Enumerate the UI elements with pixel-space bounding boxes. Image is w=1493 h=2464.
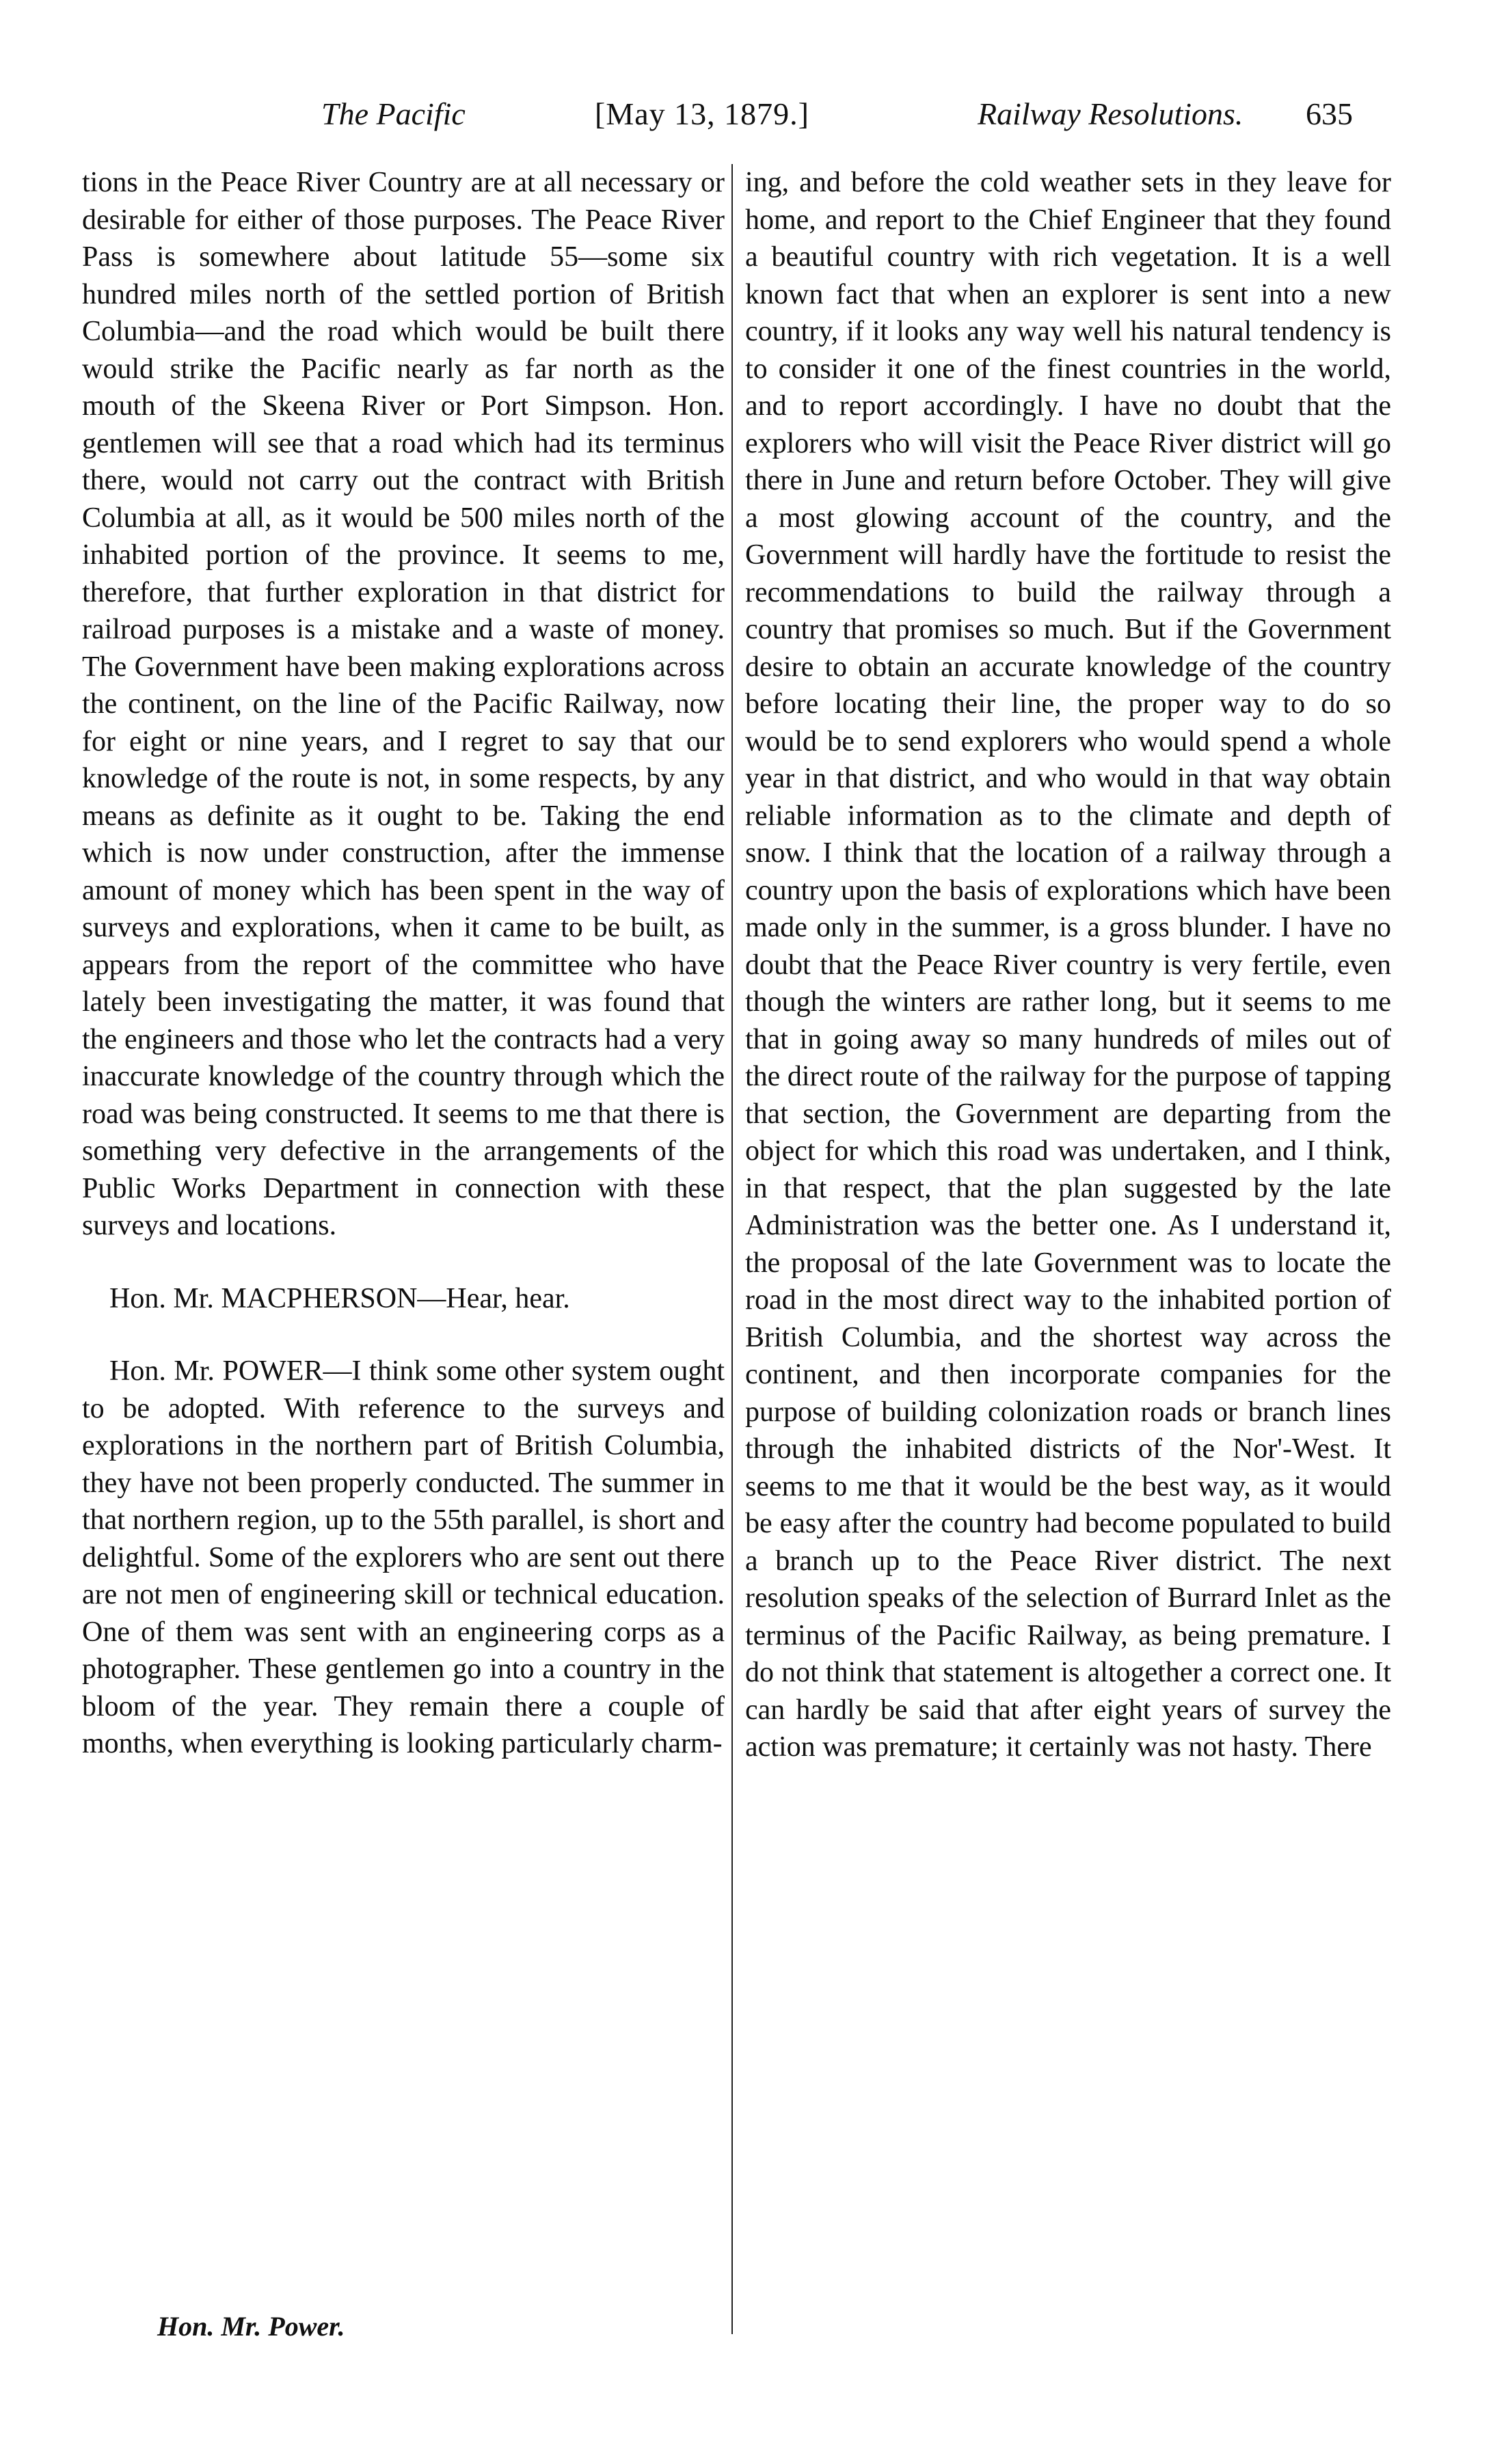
left-text-column	[82, 164, 725, 1763]
column-divider	[731, 164, 733, 2334]
left-paragraph-1: tions in the Peace River Country are at all necessary or desirable for either of those purposes. The Peace River Pass is somewhere about latitude 55—some six hundred miles north of the settled portion of British Columbia—and the road which would be built there would strike the Pacific nearly as far north as the mouth of the Skeena River or Port Simpson. Hon. gentlemen will see that a road which had its terminus there, would not carry out the contract with British Columbia at all, as it would be 500 miles north of the inhabited portion of the province. It seems to me, therefore, that further exploration in that district for railroad purposes is a mistake and a waste of money. The Government have been making explorations across the continent, on the line of the Pacific Railway, now for eight or nine years, and I regret to say that our knowledge of the route is not, in some respects, by any means as definite as it ought to be. Taking the end which is now under construction, after the immense amount of money which has been spent in the way of surveys and explorations, when it came to be built, as appears from the report of the committee who have lately been investigating the matter, it was found that the engineers and those who let the contracts had a very inaccurate knowledge of the country through which the road was being constructed. It seems to me that there is something very defective in the arrangements of the Public Works Department in connection with these surveys and locations.	[82, 167, 725, 1241]
right-paragraph-1: ing, and before the cold weather sets in they leave for home, and report to the Chief Engineer that they found a beautiful country with rich vegetation. It is a well known fact that when an explorer is sent into a new country, if it looks any way well his natural tendency is to consider it one of the finest countries in the world, and to report accordingly. I have no doubt that the explorers who will visit the Peace River district will go there in June and return before October. They will give a most glowing account of the country, and the Government will hardly have the fortitude to resist the recommendations to build the railway through a country that promises so much. But if the Government desire to obtain an accurate knowledge of the country before locating their line, the proper way to do so would be to send explorers who would spend a whole year in that district, and who would in that way obtain reliable information as to the climate and depth of snow. I think that the location of a railway through a country upon the basis of explorations which have been made only in the summer, is a gross blunder. I have no doubt that the Peace River country is very fertile, even though the winters are rather long, but it seems to me that in going away so many hundreds of miles out of the direct route of the railway for the purpose of tapping that section, the Government are departing from the object for which this road was undertaken, and I think, in that respect, that the plan suggested by the late Administration was the better one. As I understand it, the proposal of the late Government was to locate the road in the most direct way to the inhabited portion of British Columbia, and the shortest way across the continent, and then incorporate companies for the purpose of building colonization roads or branch lines through the inhabited districts of the Nor'-West. It seems to me that it would be the best way, as it would be easy after the country had become populated to build a branch up to the Peace River district. The next resolution speaks of the selection of Burrard Inlet as the terminus of the Pacific Railway, as being premature. I do not think that statement is altogether a correct one. It can hardly be said that after eight years of survey the action was premature; it certainly was not hasty. There	[745, 167, 1391, 1763]
left-paragraph-3: Hon. Mr. POWER—I think some other system ought to be adopted. With reference to the surveys and explorations in the northern part of British Columbia, they have not been properly conducted. The summer in that northern region, up to the 55th parallel, is short and delightful. Some of the explorers who are sent out there are not men of engineering skill or technical education. One of them was sent with an engineering corps as a photographer. These gentlemen go into a country in the bloom of the year. They remain there a couple of months, when everything is looking particularly charm-	[82, 1355, 725, 1759]
header-date: [May 13, 1879.]	[595, 96, 809, 131]
left-paragraph-2: Hon. Mr. MACPHERSON—Hear, hear.	[109, 1282, 570, 1314]
right-text-column	[745, 164, 1391, 1766]
running-header	[321, 96, 1381, 157]
speaker-footnote: Hon. Mr. Power.	[157, 2311, 345, 2342]
header-section-title: Railway Resolutions.	[978, 96, 1243, 131]
header-publication-title: The Pacific	[321, 96, 466, 131]
page-number: 635	[1306, 96, 1353, 131]
